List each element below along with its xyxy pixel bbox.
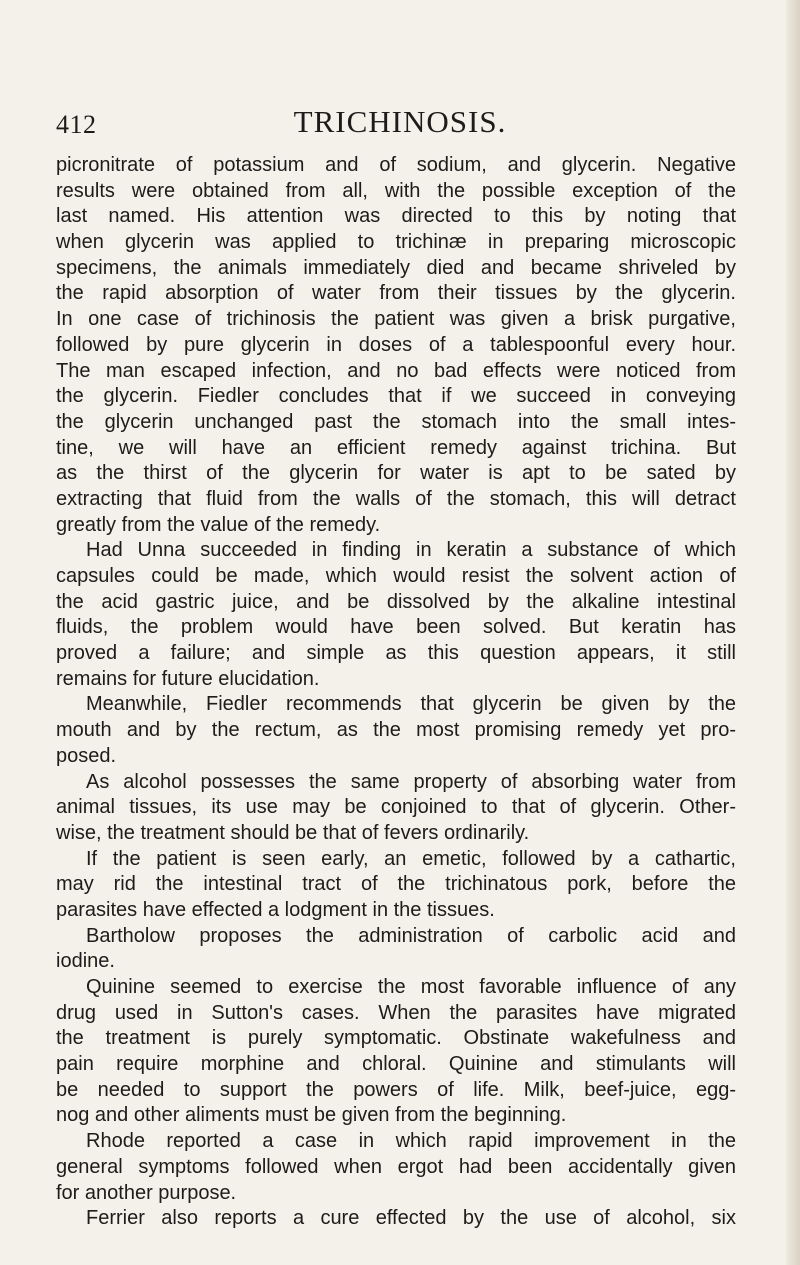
text-line: Had Unna succeeded in finding in keratin a substance of which [86, 539, 736, 562]
text-line: Ferrier also reports a cure effected by the use of alcohol, six [86, 1207, 736, 1230]
text-line: when glycerin was applied to trichinæ in preparing microscopic [56, 231, 736, 254]
text-line: picronitrate of potassium and of sodium, and glycerin. Negative [56, 154, 736, 176]
page-number: 412 [56, 110, 97, 139]
text-line: Bartholow proposes the administration of carbolic acid and [86, 924, 736, 947]
text-line: mouth and by the rectum, as the most promising remedy yet pro- [56, 719, 736, 742]
text-line: nog and other aliments must be given from the beginning. [56, 1104, 567, 1127]
text-line: tine, we will have an efficient remedy against trichina. But [56, 436, 736, 459]
text-line: Meanwhile, Fiedler recommends that glycerin be given by the [86, 693, 736, 716]
text-line: wise, the treatment should be that of fevers ordinarily. [56, 821, 530, 844]
text-line: As alcohol possesses the same property of absorbing water from [86, 770, 736, 793]
text-line: may rid the intestinal tract of the trichinatous pork, before the [56, 873, 736, 896]
text-line: the acid gastric juice, and be dissolved by the alkaline intestinal [56, 590, 736, 613]
text-line: specimens, the animals immediately died and became shriveled by [56, 256, 736, 279]
text-line: animal tissues, its use may be conjoined to that of glycerin. Other- [56, 796, 736, 819]
text-line: The man escaped infection, and no bad effects were noticed from [56, 359, 736, 382]
text-line: Rhode reported a case in which rapid improvement in the [86, 1130, 736, 1153]
text-line: followed by pure glycerin in doses of a tablespoonful every hour. [56, 333, 736, 356]
text-line: drug used in Sutton's cases. When the parasites have migrated [56, 1001, 736, 1024]
text-line: last named. His attention was directed to this by noting that [56, 205, 736, 228]
text-line: fluids, the problem would have been solved. But keratin has [56, 616, 736, 639]
text-line: for another purpose. [56, 1181, 237, 1204]
text-line: iodine. [56, 950, 115, 973]
body-text [56, 153, 736, 1232]
text-line: be needed to support the powers of life. Milk, beef-juice, egg- [56, 1078, 736, 1101]
text-line: the treatment is purely symptomatic. Obstinate wakefulness and [56, 1027, 736, 1050]
page-header [0, 104, 800, 144]
text-line: posed. [56, 744, 117, 767]
text-line: the glycerin. Fiedler concludes that if we succeed in conveying [56, 385, 736, 408]
text-line: If the patient is seen early, an emetic, followed by a cathartic, [86, 847, 736, 870]
text-line: proved a failure; and simple as this question appears, it still [56, 642, 736, 665]
text-line: the rapid absorption of water from their tissues by the glycerin. [56, 282, 736, 305]
text-line: In one case of trichinosis the patient was given a brisk purgative, [56, 308, 736, 331]
text-line: as the thirst of the glycerin for water is apt to be sated by [56, 462, 736, 485]
text-line: remains for future elucidation. [56, 667, 320, 690]
text-line: general symptoms followed when ergot had been accidentally given [56, 1155, 736, 1178]
text-line: Quinine seemed to exercise the most favorable influence of any [86, 976, 736, 998]
text-line: results were obtained from all, with the possible exception of the [56, 179, 736, 202]
text-line: pain require morphine and chloral. Quinine and stimulants will [56, 1053, 736, 1076]
text-line: parasites have effected a lodgment in the tissues. [56, 898, 495, 921]
running-head-title: TRICHINOSIS. [293, 104, 507, 139]
text-line: greatly from the value of the remedy. [56, 513, 381, 536]
text-line: extracting that fluid from the walls of the stomach, this will detract [56, 487, 736, 510]
text-line: the glycerin unchanged past the stomach into the small intes- [56, 410, 736, 433]
page-edge-shadow [786, 0, 800, 1265]
text-line: capsules could be made, which would resist the solvent action of [56, 565, 736, 587]
